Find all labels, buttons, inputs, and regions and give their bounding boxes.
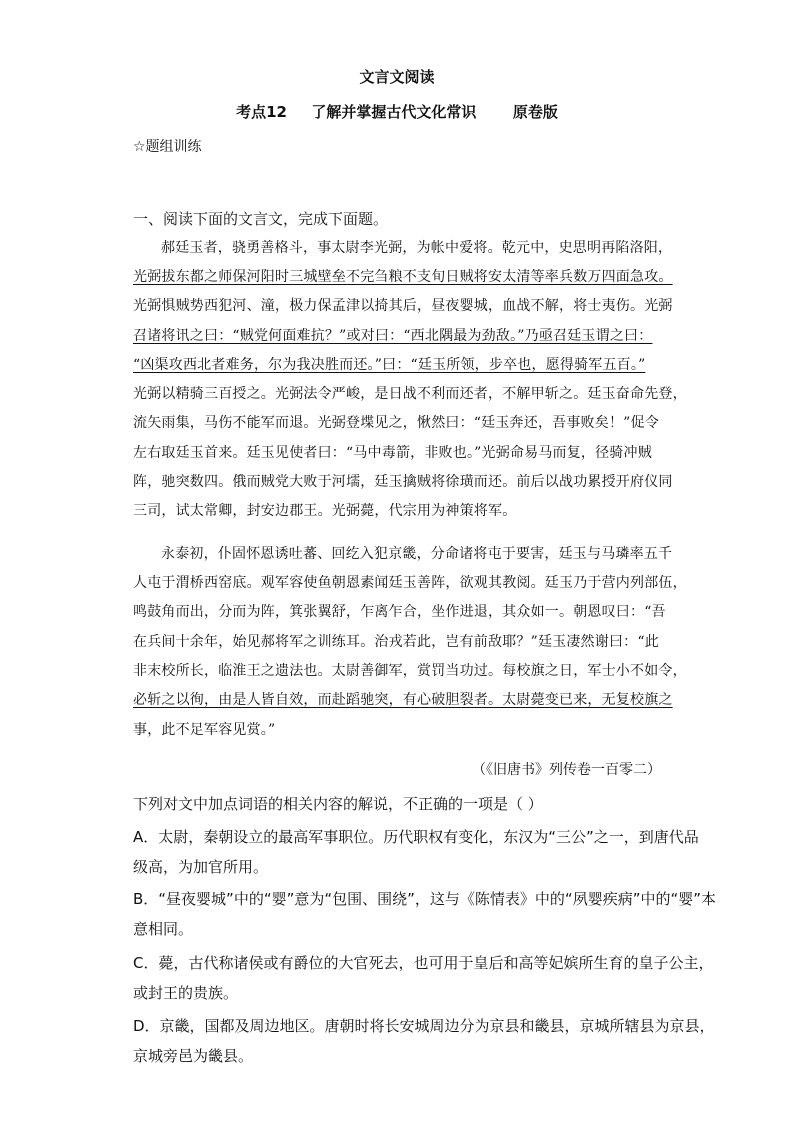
passage-line: 阵，驰突数四。俄而贼党大败于河壖，廷玉擒贼将徐璜而还。前后以战功累授开府仪同 <box>133 474 673 490</box>
doc-subtitle <box>0 101 794 122</box>
option-c: C．薨，古代称诸侯或有爵位的大官死去，也可用于皇后和高等妃嫔所生育的皇子公主， <box>133 954 714 972</box>
passage-line: 事，此不足军容见赏。” <box>133 722 276 738</box>
passage-line: 郝廷玉者，骁勇善格斗，事太尉李光弼，为帐中爱将。乾元中，史思明再陷洛阳， <box>161 240 673 256</box>
passage-line: 鸣鼓角而出，分而为阵，箕张翼舒，乍离乍合，坐作进退，其众如一。朝恩叹曰：“吾 <box>133 604 666 620</box>
subtitle-version: 原卷版 <box>512 103 558 121</box>
passage-line: 在兵间十余年，始见郝将军之训练耳。治戎若此，岂有前敌耶？”廷玉凄然谢曰：“此 <box>133 634 659 650</box>
passage-source: （《旧唐书》列传卷一百零二） <box>472 762 661 778</box>
option-b-cont: 意相同。 <box>133 920 194 938</box>
passage-line-underlined: “凶渠攻西北者难务，尔为我决胜而还。”曰：“廷玉所领，步卒也，愿得骑军五百。” <box>133 357 646 373</box>
question-heading: 一、阅读下面的文言文，完成下面题。 <box>133 210 389 228</box>
option-d-cont: 京城旁邑为畿县。 <box>133 1047 254 1065</box>
subtitle-topic: 了解并掌握古代文化常识 <box>311 103 477 121</box>
passage-line: 流矢雨集，马伤不能军而退。光弼登堞见之，愀然曰：“廷玉奔还，吾事败矣！”促令 <box>133 415 659 431</box>
doc-title: 文言文阅读 <box>359 68 435 86</box>
passage-line: 三司，试太常卿，封安边郡王。光弼薨，代宗用为神策将军。 <box>133 503 517 519</box>
option-a-cont: 级高，为加官所用。 <box>133 858 269 876</box>
option-c-cont: 或封王的贵族。 <box>133 984 239 1002</box>
passage-line-underlined: 必斩之以徇，由是人皆自效，而赴蹈驰突，有心破胆裂者。太尉薨变已来，无复校旗之 <box>133 692 673 708</box>
subtitle-topic-number: 考点12 <box>236 103 287 121</box>
option-b: B．“昼夜婴城”中的“婴”意为“包围、围绕”，这与《陈情表》中的“夙婴疾病”中的“婴”本 <box>133 890 717 908</box>
passage-line: 人屯于渭桥西窑底。观军容使鱼朝恩素闻廷玉善阵，欲观其教阅。廷玉乃于营内列部伍， <box>133 575 687 591</box>
passage-line-underlined: 光弼拔东都之师保河阳时三城壁垒不完刍粮不支旬日贼将安太清等率兵数万四面急攻。 <box>133 269 673 285</box>
passage-line: 光弼以精骑三百授之。光弼法令严峻，是日战不利而还者，不解甲斩之。廷玉奋命先登， <box>133 386 687 402</box>
passage-line: 光弼惧贼势西犯河、潼，极力保孟津以掎其后，昼夜婴城，血战不解，将士夷伤。光弼 <box>133 298 673 314</box>
option-a: A．太尉，秦朝设立的最高军事职位。历代职权有变化，东汉为“三公”之一，到唐代品 <box>133 828 699 846</box>
passage-line: 永泰初，仆固怀恩诱吐蕃、回纥入犯京畿，分命诸将屯于要害，廷玉与马璘率五千 <box>161 546 673 562</box>
passage-line: 左右取廷玉首来。廷玉见使者曰：“马中毒箭，非败也。”光弼命易马而复，径骑冲贼 <box>133 445 652 461</box>
passage-line-underlined: 召诸将讯之曰：“贼党何面难抗？”或对曰：“西北隅最为劲敌。”乃亟召廷玉谓之曰： <box>133 328 653 344</box>
question-prompt: 下列对文中加点词语的相关内容的解说，不正确的一项是（ ） <box>133 795 543 813</box>
option-d: D．京畿，国都及周边地区。唐朝时将长安城周边分为京县和畿县，京城所辖县为京县， <box>133 1017 715 1035</box>
section-label: ☆题组训练 <box>133 139 202 155</box>
passage-line: 非末校所长，临淮王之遗法也。太尉善御军，赏罚当功过。每校旗之日，军士小不如令， <box>133 663 687 679</box>
